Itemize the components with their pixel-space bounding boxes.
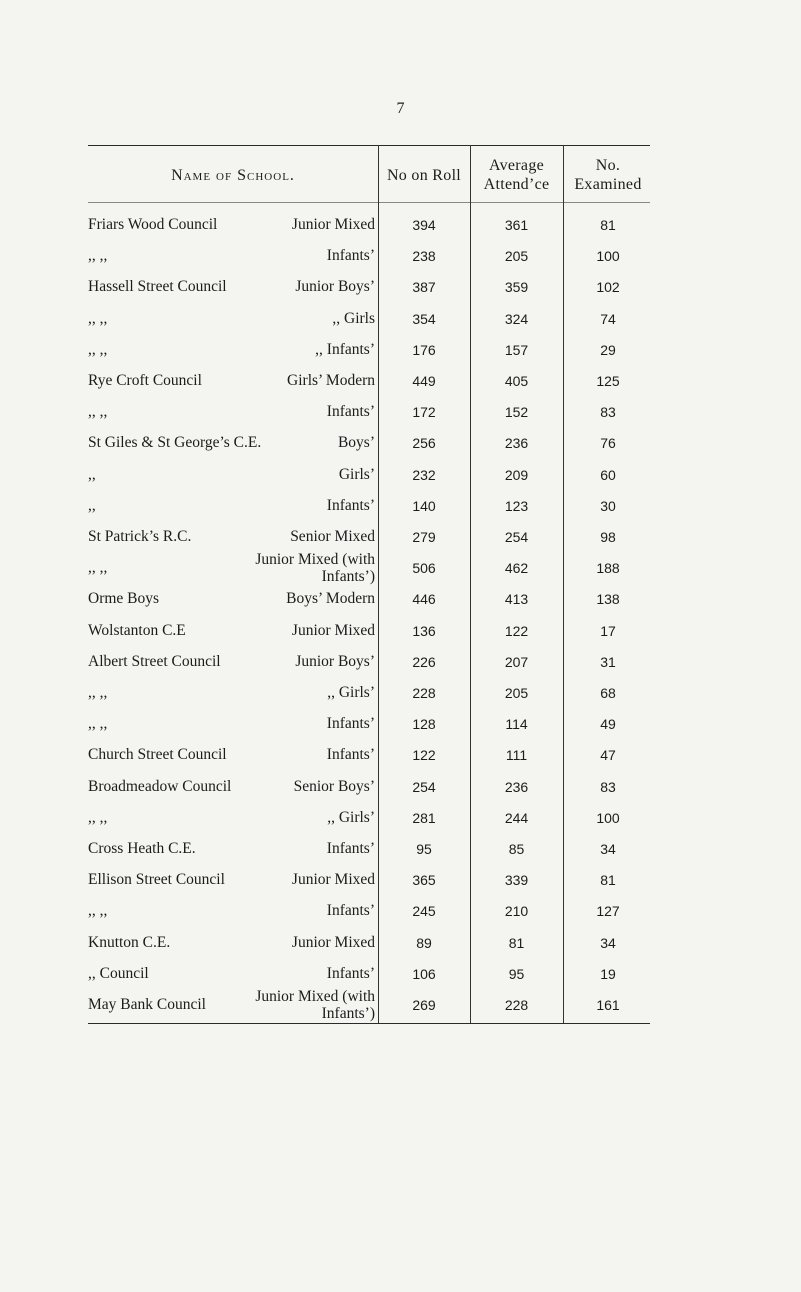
header-no-examined: No. Examined — [574, 157, 642, 193]
table-row — [0, 522, 801, 552]
school-department-cell: Junior Mixed (with Infants’) — [255, 988, 375, 1022]
examined-cell: 68 — [600, 685, 616, 701]
examined-cell: 74 — [600, 310, 616, 327]
roll-cell: 226 — [412, 653, 436, 670]
table-row — [0, 990, 801, 1020]
attendance-cell: 123 — [504, 497, 529, 514]
roll-cell: 506 — [412, 560, 436, 577]
school-name-cell: ,, ,, — [88, 902, 108, 920]
roll-cell: 446 — [412, 591, 436, 608]
school-department-cell: ,, Infants’ — [315, 340, 375, 358]
examined-cell: 81 — [600, 872, 616, 889]
school-name-cell: Hassell Street Council — [88, 278, 227, 296]
school-name-cell: Wolstanton C.E — [88, 621, 186, 639]
school-name-cell: Rye Croft Council — [88, 372, 202, 389]
school-department-cell: Infants’ — [326, 247, 375, 265]
examined-cell: 125 — [596, 373, 620, 389]
attendance-cell: 244 — [504, 809, 529, 826]
table-row — [0, 241, 801, 271]
examined-cell: 34 — [600, 934, 616, 951]
roll-cell: 89 — [416, 934, 432, 951]
roll-cell: 232 — [412, 466, 436, 483]
roll-cell: 394 — [412, 217, 436, 233]
school-department-cell: ,, Girls — [332, 309, 375, 327]
examined-cell: 100 — [596, 248, 620, 265]
table-row — [0, 740, 801, 770]
attendance-cell: 210 — [504, 903, 529, 920]
attendance-cell: 228 — [504, 997, 529, 1013]
examined-cell: 161 — [596, 997, 620, 1013]
header-bottom-rule — [88, 202, 650, 203]
school-department-cell: Infants’ — [326, 902, 375, 920]
attendance-cell: 81 — [508, 934, 525, 951]
page-number: 7 — [396, 100, 405, 117]
roll-cell: 269 — [412, 997, 436, 1013]
examined-cell: 83 — [600, 404, 616, 421]
attendance-cell: 205 — [504, 248, 529, 265]
attendance-cell: 236 — [504, 435, 529, 452]
table-row — [0, 397, 801, 427]
table-row — [0, 959, 801, 989]
school-department-cell: Junior Boys’ — [295, 278, 375, 296]
header-average-attendance: Average Attend’ce — [483, 157, 550, 193]
attendance-cell: 152 — [504, 404, 529, 421]
school-name-cell: ,, ,, — [88, 684, 108, 701]
table-row — [0, 584, 801, 614]
table-row — [0, 460, 801, 490]
roll-cell: 176 — [412, 341, 436, 358]
examined-cell: 102 — [596, 279, 620, 296]
school-name-cell: May Bank Council — [88, 996, 206, 1013]
attendance-cell: 205 — [504, 685, 529, 701]
roll-cell: 238 — [412, 248, 436, 265]
school-department-cell: Girls’ — [338, 465, 375, 483]
examined-cell: 100 — [596, 809, 620, 826]
school-name-cell: ,, — [88, 465, 96, 483]
attendance-cell: 122 — [504, 622, 529, 639]
table-row — [0, 366, 801, 396]
attendance-cell: 207 — [504, 653, 529, 670]
roll-cell: 245 — [412, 903, 436, 920]
examined-cell: 49 — [600, 716, 616, 733]
examined-cell: 138 — [596, 591, 620, 608]
school-department-cell: Infants’ — [326, 840, 375, 857]
school-name-cell: ,, — [88, 496, 96, 514]
table-row — [0, 551, 801, 586]
examined-cell: 29 — [600, 341, 616, 358]
roll-cell: 172 — [412, 404, 436, 421]
table-row — [0, 928, 801, 958]
school-department-cell: ,, Girls’ — [327, 808, 375, 826]
roll-cell: 140 — [412, 497, 436, 514]
attendance-cell: 85 — [508, 841, 525, 857]
roll-cell: 136 — [412, 622, 436, 639]
school-department-cell: Junior Mixed — [291, 216, 375, 233]
school-name-cell: ,, ,, — [88, 715, 108, 733]
table-row — [0, 896, 801, 926]
school-department-cell: Senior Boys’ — [293, 777, 375, 795]
school-name-cell: Orme Boys — [88, 590, 160, 608]
table-row — [0, 647, 801, 677]
school-department-cell: Infants’ — [326, 746, 375, 764]
roll-cell: 281 — [412, 809, 436, 826]
school-name-cell: St Giles & St George’s C.E. — [88, 434, 262, 452]
school-department-cell: Junior Mixed — [291, 933, 375, 951]
table-row — [0, 616, 801, 646]
examined-cell: 98 — [600, 529, 616, 545]
school-department-cell: Infants’ — [326, 496, 375, 514]
school-name-cell: ,, ,, — [88, 559, 108, 577]
school-name-cell: ,, ,, — [88, 309, 108, 327]
attendance-cell: 361 — [504, 217, 529, 233]
table-row — [0, 304, 801, 334]
roll-cell: 387 — [412, 279, 436, 296]
school-name-cell: Ellison Street Council — [88, 871, 225, 889]
school-name-cell: Friars Wood Council — [88, 216, 218, 233]
school-name-cell: Church Street Council — [88, 746, 227, 764]
examined-cell: 47 — [600, 747, 616, 764]
table-row — [0, 834, 801, 864]
roll-cell: 95 — [416, 841, 432, 857]
roll-cell: 256 — [412, 435, 436, 452]
table-row — [0, 210, 801, 240]
roll-cell: 128 — [412, 716, 436, 733]
examined-cell: 60 — [600, 466, 616, 483]
school-department-cell: Junior Mixed — [291, 621, 375, 639]
examined-cell: 30 — [600, 497, 616, 514]
roll-cell: 365 — [412, 872, 436, 889]
school-name-cell: ,, ,, — [88, 808, 108, 826]
school-department-cell: Infants’ — [326, 403, 375, 421]
examined-cell: 34 — [600, 841, 616, 857]
examined-cell: 81 — [600, 217, 616, 233]
school-name-cell: Albert Street Council — [88, 652, 221, 670]
roll-cell: 106 — [412, 965, 436, 982]
attendance-cell: 413 — [504, 591, 529, 608]
attendance-cell: 405 — [504, 373, 529, 389]
school-name-cell: ,, Council — [88, 964, 149, 982]
school-department-cell: Senior Mixed — [290, 528, 375, 545]
attendance-cell: 236 — [504, 778, 529, 795]
attendance-cell: 209 — [504, 466, 529, 483]
attendance-cell: 324 — [504, 310, 529, 327]
school-name-cell: St Patrick’s R.C. — [88, 528, 192, 545]
school-department-cell: Boys’ Modern — [286, 590, 375, 608]
table-bottom-rule — [88, 1023, 650, 1024]
examined-cell: 76 — [600, 435, 616, 452]
examined-cell: 127 — [596, 903, 620, 920]
roll-cell: 279 — [412, 529, 436, 545]
school-name-cell: ,, ,, — [88, 340, 108, 358]
examined-cell: 31 — [600, 653, 616, 670]
school-name-cell: Cross Heath C.E. — [88, 840, 196, 857]
examined-cell: 188 — [596, 560, 620, 577]
attendance-cell: 111 — [505, 747, 528, 764]
attendance-cell: 254 — [504, 529, 529, 545]
examined-cell: 83 — [600, 778, 616, 795]
header-no-on-roll: No on Roll — [386, 166, 462, 184]
school-department-cell: Infants’ — [326, 964, 375, 982]
table-top-rule — [88, 145, 650, 146]
school-department-cell: Junior Mixed (with Infants’) — [255, 551, 375, 586]
school-name-cell: Broadmeadow Council — [88, 777, 232, 795]
attendance-cell: 359 — [504, 279, 529, 296]
examined-cell: 19 — [600, 965, 616, 982]
roll-cell: 228 — [412, 685, 436, 701]
table-row — [0, 678, 801, 708]
table-row — [0, 709, 801, 739]
roll-cell: 354 — [412, 310, 436, 327]
attendance-cell: 339 — [504, 872, 529, 889]
school-name-cell: ,, ,, — [88, 403, 108, 421]
attendance-cell: 95 — [508, 965, 525, 982]
examined-cell: 17 — [600, 622, 616, 639]
school-name-cell: Knutton C.E. — [88, 933, 171, 951]
school-department-cell: Infants’ — [326, 715, 375, 733]
header-school-name: Name of School. — [171, 166, 295, 184]
table-row — [0, 272, 801, 302]
table-row — [0, 772, 801, 802]
attendance-cell: 157 — [504, 341, 529, 358]
table-row — [0, 335, 801, 365]
roll-cell: 122 — [412, 747, 436, 764]
roll-cell: 254 — [412, 778, 436, 795]
school-department-cell: Girls’ Modern — [287, 372, 375, 389]
table-row — [0, 803, 801, 833]
table-row — [0, 491, 801, 521]
table-row — [0, 865, 801, 895]
school-department-cell: Junior Mixed — [291, 871, 375, 889]
school-department-cell: Boys’ — [337, 434, 375, 452]
school-department-cell: ,, Girls’ — [327, 684, 375, 701]
roll-cell: 449 — [412, 373, 436, 389]
attendance-cell: 462 — [504, 560, 529, 577]
table-row — [0, 428, 801, 458]
attendance-cell: 114 — [505, 716, 528, 733]
school-name-cell: ,, ,, — [88, 247, 108, 265]
school-department-cell: Junior Boys’ — [295, 652, 375, 670]
